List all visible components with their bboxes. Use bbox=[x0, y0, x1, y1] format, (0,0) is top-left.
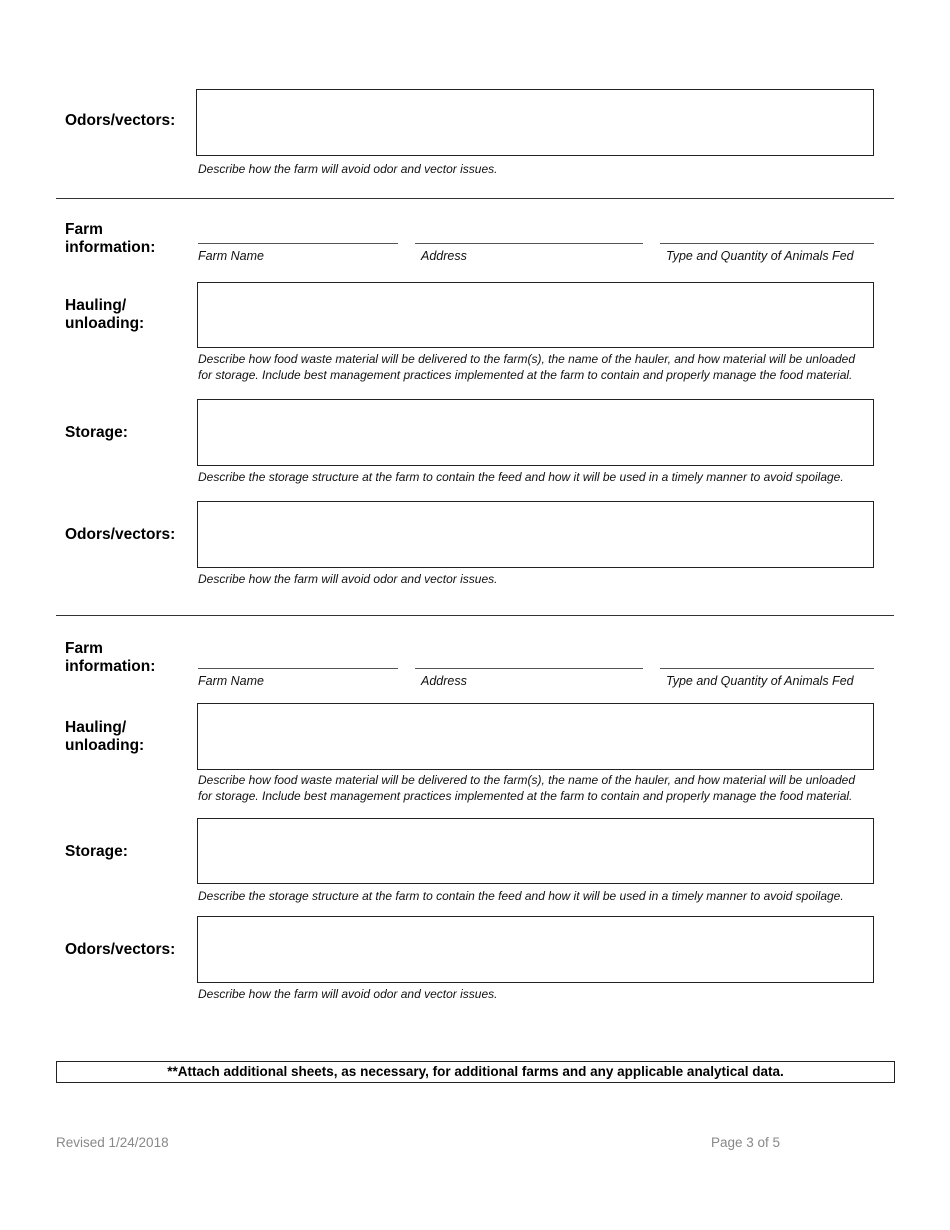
hauling-hint-2: Describe how food waste material will be delivered to the farm(s), the name of the hauler, and how material will be unloaded for storage. Include best management practices implemented at the farm to contain and properly manage the food material. bbox=[198, 773, 856, 803]
farm-info-label-1: Farm information: bbox=[65, 221, 156, 256]
odors-label-2: Odors/vectors: bbox=[65, 941, 176, 958]
section-divider-2 bbox=[56, 615, 894, 616]
farm-name-caption-1: Farm Name bbox=[198, 249, 264, 263]
farm-info-label-2: Farm information: bbox=[65, 640, 156, 675]
hauling-hint-1: Describe how food waste material will be delivered to the farm(s), the name of the hauler, and how material will be unloaded for storage. Include best management practices implemented at the farm to contain and properly manage the food material. bbox=[198, 352, 856, 382]
farm-name-line-1[interactable] bbox=[198, 243, 398, 244]
odors-hint-0: Describe how the farm will avoid odor and vector issues. bbox=[198, 162, 498, 176]
revised-date: Revised 1/24/2018 bbox=[56, 1135, 169, 1150]
odors-hint-2: Describe how the farm will avoid odor and vector issues. bbox=[198, 987, 498, 1001]
storage-label-1: Storage: bbox=[65, 424, 128, 441]
storage-input-1[interactable] bbox=[197, 399, 874, 466]
page-number: Page 3 of 5 bbox=[711, 1135, 781, 1150]
odors-input-0[interactable] bbox=[196, 89, 874, 156]
farm-name-caption-2: Farm Name bbox=[198, 674, 264, 688]
address-line-2[interactable] bbox=[415, 668, 643, 669]
animals-line-2[interactable] bbox=[660, 668, 874, 669]
farm-name-line-2[interactable] bbox=[198, 668, 398, 669]
address-caption-2: Address bbox=[421, 674, 467, 688]
hauling-label-1: Hauling/ unloading: bbox=[65, 297, 145, 332]
hauling-input-1[interactable] bbox=[197, 282, 874, 348]
animals-caption-1: Type and Quantity of Animals Fed bbox=[666, 249, 854, 263]
odors-label-0: Odors/vectors: bbox=[65, 112, 176, 129]
storage-hint-2: Describe the storage structure at the farm to contain the feed and how it will be used in a timely manner to avoid spoilage. bbox=[198, 889, 844, 903]
section-divider-1 bbox=[56, 198, 894, 199]
odors-input-2[interactable] bbox=[197, 916, 874, 983]
storage-input-2[interactable] bbox=[197, 818, 874, 884]
odors-label-1: Odors/vectors: bbox=[65, 526, 176, 543]
attach-sheets-note: **Attach additional sheets, as necessary, for additional farms and any applicable analytical data. bbox=[56, 1061, 895, 1083]
hauling-input-2[interactable] bbox=[197, 703, 874, 770]
odors-hint-1: Describe how the farm will avoid odor and vector issues. bbox=[198, 572, 498, 586]
storage-hint-1: Describe the storage structure at the farm to contain the feed and how it will be used in a timely manner to avoid spoilage. bbox=[198, 470, 844, 484]
odors-input-1[interactable] bbox=[197, 501, 874, 568]
storage-label-2: Storage: bbox=[65, 843, 128, 860]
address-caption-1: Address bbox=[421, 249, 467, 263]
address-line-1[interactable] bbox=[415, 243, 643, 244]
animals-line-1[interactable] bbox=[660, 243, 874, 244]
hauling-label-2: Hauling/ unloading: bbox=[65, 719, 145, 754]
animals-caption-2: Type and Quantity of Animals Fed bbox=[666, 674, 854, 688]
